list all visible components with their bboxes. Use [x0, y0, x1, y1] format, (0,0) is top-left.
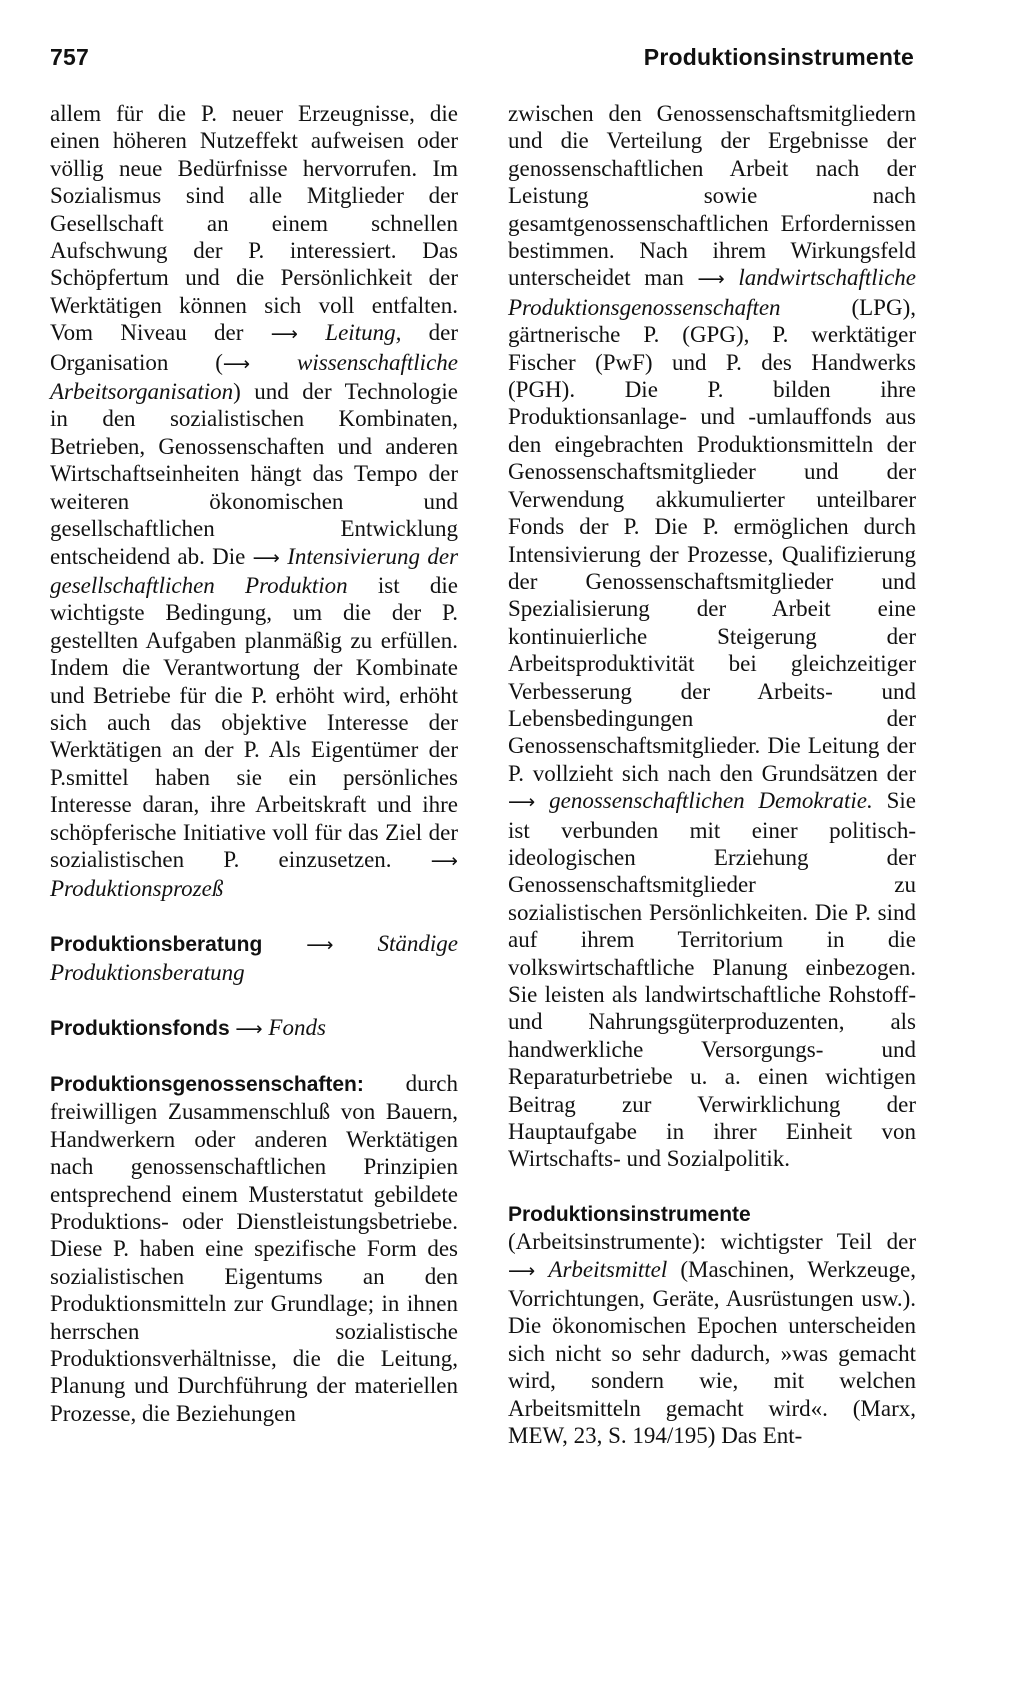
entry-headword: Produktionsberatung — [50, 932, 263, 956]
cross-reference[interactable]: Produktionsprozeß — [50, 876, 224, 902]
entry-produktionsinstrumente: Produktionsinstrumente (Arbeitsinstrumente): wichtigster Teil der ⟶ Arbeitsmittel (Maschinen, Werkzeuge, Vorrichtungen, Geräte, Ausrüstungen usw.). Die ökonomischen Epochen unterscheiden sich nicht so sehr dadurch, »was gemacht wird, sondern wie, mit welchen Arbeitsmitteln gemacht wird«. (Marx, MEW, 23, S. 194/195) Das Ent- — [508, 1202, 916, 1449]
cross-reference-arrow-icon: ⟶ — [508, 1259, 536, 1282]
cross-reference[interactable]: genossenschaftlichen Demokratie. — [549, 788, 873, 814]
cross-reference-arrow-icon: ⟶ — [697, 268, 725, 291]
running-title: Produktionsinstrumente — [643, 44, 914, 70]
cross-reference-arrow-icon: ⟶ — [270, 323, 298, 346]
entry-produktionsgenossenschaften: Produktionsgenossenschaften: durch freiwilligen Zusammenschluß von Bauern, Handwerkern oder anderen Werktätigen nach genossenschaftlichen Prinzipien entsprechend einem Musterstatut gebildete Produktions- oder Dienstleistungsbetriebe. Diese P. haben eine spezifische Form des sozialistischen Eigentums an den Produktionsmitteln zur Grundlage; in ihnen herrschen sozialistische Produktionsverhältnisse, die die Leitung, Planung und Durchführung der materiellen Prozesse, die Beziehungen — [50, 1071, 458, 1426]
entry-headword: Produktionsfonds — [50, 1016, 230, 1040]
cross-reference-arrow-icon: ⟶ — [222, 352, 251, 375]
cross-reference[interactable]: Fonds — [268, 1014, 326, 1040]
entry-produktionsfonds — [50, 1014, 458, 1043]
entry-headword: Produktionsinstrumente — [508, 1202, 751, 1226]
cross-reference-arrow-icon: ⟶ — [306, 933, 334, 956]
cross-reference-arrow-icon: ⟶ — [430, 849, 458, 872]
cross-reference[interactable]: landwirtschaftliche Produktionsgenossenschaften — [508, 265, 916, 320]
cross-reference[interactable]: Intensivierung der gesellschaftlichen Produktion — [50, 543, 459, 598]
cross-reference[interactable]: Arbeitsmittel — [548, 1256, 668, 1282]
continued-paragraph: zwischen den Genossenschaftsmitgliedern und die Verteilung der Ergebnisse der genossenschaftlichen Arbeit nach der Leistung sowie nach gesamtgenossenschaftlichen Erfordernissen bestimmen. Nach ihrem Wirkungsfeld unterscheidet man ⟶ landwirtschaftliche Produktionsgenossenschaften (LPG), gärtnerische P. (GPG), P. werktätiger Fischer (PwF) und P. des Handwerks (PGH). Die P. bilden ihre Produktionsanlage- und -umlauffonds aus den eingebrachten Produktionsmitteln der Genossenschaftsmitglieder und der Verwendung akkumulierter unteilbarer Fonds der P. Die P. ermöglichen durch Intensivierung der Prozesse, Qualifizierung der Genossenschaftsmitglieder und Spezialisierung der Arbeit eine kontinuierliche Steigerung der Arbeitsproduktivität bei gleichzeitiger Verbesserung der Arbeits- und Lebensbedingungen der Genossenschaftsmitglieder. Die Leitung der P. vollzieht sich nach den Grundsätzen der ⟶ genossenschaftlichen Demokratie. Sie ist verbunden mit einer politisch-ideologischen Erziehung der Genossenschaftsmitglieder zu sozialistischen Persönlichkeiten. Die P. sind auf ihrem Territorium in die volkswirtschaftliche Planung einbezogen. Sie leisten als landwirtschaftliche Rohstoff- und Nahrungsgüterproduzenten, als handwerkliche Versorgungs- und Reparaturbetriebe u. a. einen wichtigen Beitrag zur Verwirklichung der Hauptaufgabe in ihrer Einheit von Wirtschafts- und Sozialpolitik. — [508, 101, 916, 1172]
right-column — [508, 100, 916, 1450]
cross-reference[interactable]: Ständige Produktionsberatung — [50, 930, 458, 986]
page-number: 757 — [50, 44, 89, 70]
entry-produktionsberatung — [50, 930, 458, 987]
continued-paragraph: allem für die P. neuer Erzeugnisse, die einen höheren Nutzeffekt aufweisen oder völlig neue Bedürfnisse hervorrufen. Im Sozialismus sind alle Mitglieder der Gesellschaft an einem schnellen Aufschwung der P. interessiert. Das Schöpfertum und die Persönlichkeit der Werktätigen können sich voll entfalten. Vom Niveau der ⟶ Leitung, der Organisation (⟶ wissenschaftliche Arbeitsorganisation) und der Technologie in den sozialistischen Kombinaten, Betrieben, Genossenschaften und anderen Wirtschaftseinheiten hängt das Tempo der weiteren ökonomischen und gesellschaftlichen Entwicklung entscheidend ab. Die ⟶ Intensivierung der gesellschaftlichen Produktion ist die wichtigste Bedingung, um die der P. gestellten Aufgaben planmäßig zu erfüllen. Indem die Verantwortung der Kombinate und Betriebe für die P. erhöht wird, erhöht sich auch das objektive Interesse der Werktätigen an der P. Als Eigentümer der P.smittel haben sie ein persönliches Interesse daran, ihre Arbeitskraft und ihre schöpferische Initiative voll für das Ziel der sozialistischen P. einzusetzen. ⟶ Produktionsprozeß — [50, 101, 459, 902]
cross-reference-arrow-icon: ⟶ — [235, 1017, 263, 1040]
cross-reference[interactable]: Leitung, — [325, 320, 402, 346]
left-column — [50, 100, 458, 1427]
cross-reference-arrow-icon: ⟶ — [252, 546, 280, 569]
entry-headword: Produktionsgenossenschaften: — [50, 1073, 364, 1096]
cross-reference-arrow-icon: ⟶ — [508, 791, 536, 814]
cross-reference[interactable]: wissenschaftliche Arbeitsorganisation — [50, 349, 458, 405]
